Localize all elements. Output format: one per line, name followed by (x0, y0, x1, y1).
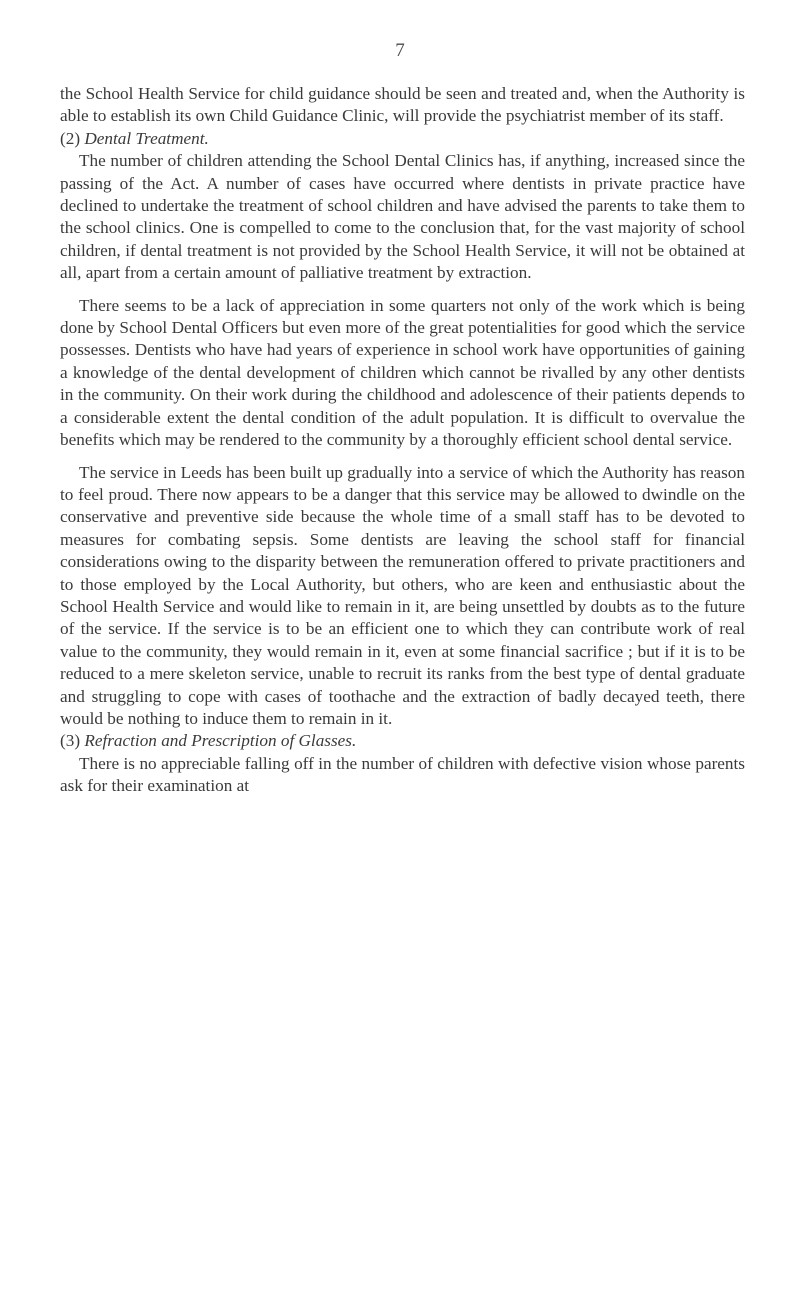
section-number: (3) (60, 731, 81, 751)
paragraph: The service in Leeds has been built up gradually into a service of which the Authority has reason to feel proud. There now appears to be a danger that this service may be allowed to dwindle on the conservative and preventive side because the whole time of a small staff has to be devoted to measures for combating sepsis. Some dentists are leaving the school staff for financial considerations owing to the disparity between the remuneration offered to private practitioners and to those employed by the Local Authority, but others, who are keen and enthusiastic about the School Health Service and would like to remain in it, are being unsettled by doubts as to the future of the service. If the service is to be an efficient one to which they can contribute work of real value to the community, they would remain in it, even at some financial sacrifice ; but if it is to be reduced to a mere skeleton service, unable to recruit its ranks from the best type of dental graduate and struggling to cope with cases of toothache and the extraction of badly decayed teeth, there would be nothing to induce them to remain in it. (60, 462, 745, 728)
page-number: 7 (395, 40, 405, 61)
section-title: Dental Treatment. (84, 128, 209, 148)
section-heading-refraction (60, 730, 745, 752)
intro-paragraph: the School Health Service for child guidance should be seen and treated and, when the Authority is able to establish its own Child Guidance Clinic, will provide the psychiatrist member of its staff. (60, 84, 745, 126)
section-number: (2) (60, 128, 81, 148)
section-title: Refraction and Prescription of Glasses. (84, 731, 357, 751)
paragraph: There is no appreciable falling off in the number of children with defective vision whose parents ask for their examination at (60, 753, 745, 796)
body-text (60, 83, 745, 798)
section-heading-dental (60, 128, 745, 150)
paragraph: There seems to be a lack of appreciation in some quarters not only of the work which is being done by School Dental Officers but even more of the great potentialities for good which the service possesses. Dentists who have had years of experience in school work have opportunities of gaining a knowledge of the dental development of children which cannot be rivalled by any other dentists in the community. On their work during the childhood and adolescence of their patients depends to a considerable extent the dental condition of the adult population. It is difficult to overvalue the benefits which may be rendered to the community by a thoroughly efficient school dental service. (60, 295, 745, 450)
paragraph: The number of children attending the School Dental Clinics has, if anything, increased since the passing of the Act. A number of cases have occurred where dentists in private practice have declined to undertake the treatment of school children and have advised the parents to take them to the school clinics. One is compelled to come to the conclusion that, for the vast majority of school children, if dental treatment is not provided by the School Health Service, it will not be obtained at all, apart from a certain amount of palliative treatment by extraction. (60, 151, 745, 283)
